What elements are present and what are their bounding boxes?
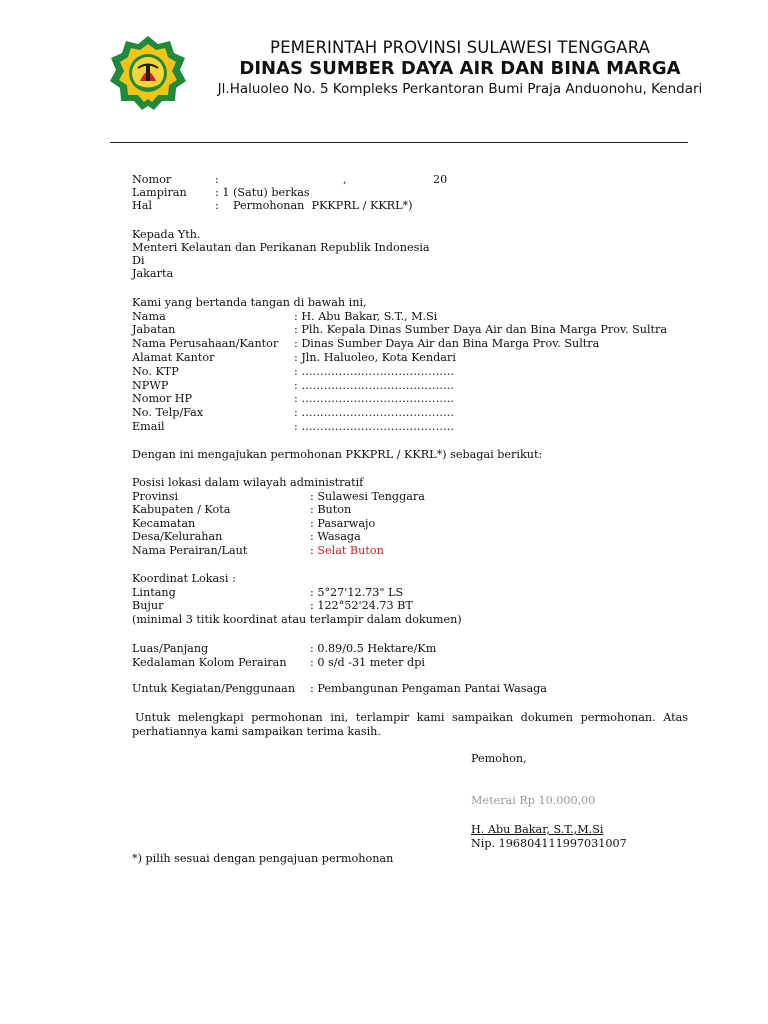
closing-paragraph: Untuk melengkapi permohonan ini, terlampir kami sampaikan dokumen permohonan. Atas perhatiannya kami sampaikan terima kasih. [132, 711, 688, 738]
recipient-city: Jakarta [132, 267, 174, 280]
location-field-label: Desa/Kelurahan [132, 530, 223, 543]
applicant-field-value: : Jln. Haluoleo, Kota Kendari [294, 351, 456, 364]
coordinates-note: (minimal 3 titik koordinat atau terlampir dalam dokumen) [132, 613, 462, 626]
depth-label: Kedalaman Kolom Perairan [132, 656, 287, 669]
location-field-value: : Buton [310, 503, 352, 516]
area-value: : 0.89/0.5 Hektare/Km [310, 642, 437, 655]
date-comma: , [343, 173, 347, 186]
letterhead [205, 38, 715, 98]
activity-value: : Pembangunan Pengaman Pantai Wasaga [310, 682, 547, 695]
location-field-label: Kabupaten / Kota [132, 503, 231, 516]
longitude-value: : 122°52'24.73 BT [310, 599, 413, 612]
recipient-name: Menteri Kelautan dan Perikanan Republik Indonesia [132, 241, 430, 254]
location-field-value: : Wasaga [310, 530, 361, 543]
applicant-field-value: : H. Abu Bakar, S.T., M.Si [294, 310, 438, 323]
hal-value: : Permohonan PKKPRL / KKRL*) [215, 199, 413, 212]
activity-label: Untuk Kegiatan/Penggunaan [132, 682, 296, 695]
nomor-separator: : [215, 173, 219, 186]
area-label: Luas/Panjang [132, 642, 209, 655]
lampiran-label: Lampiran [132, 186, 187, 199]
depth-value: : 0 s/d -31 meter dpi [310, 656, 425, 669]
applicant-field-value: : ………………………………….. [294, 392, 454, 405]
signatory-name: H. Abu Bakar, S.T.,M.Si [471, 823, 604, 836]
location-value-separator: : [310, 544, 318, 557]
letterhead-address: Jl.Haluoleo No. 5 Kompleks Perkantoran Bumi Praja Anduonohu, Kendari [217, 81, 703, 97]
applicant-field-label: No. KTP [132, 365, 179, 378]
applicant-intro: Kami yang bertanda tangan di bawah ini, [132, 296, 367, 309]
applicant-field-label: Nama Perusahaan/Kantor [132, 337, 279, 350]
location-field-label: Provinsi [132, 490, 179, 503]
applicant-field-label: Jabatan [132, 323, 176, 336]
stamp-duty-placeholder: Meterai Rp 10.000,00 [471, 794, 596, 807]
applicant-field-value: : ………………………………….. [294, 365, 454, 378]
applicant-field-label: Nomor HP [132, 392, 193, 405]
signature-caption: Pemohon, [471, 752, 527, 765]
footnote: *) pilih sesuai dengan pengajuan permohonan [132, 852, 394, 865]
longitude-label: Bujur [132, 599, 164, 612]
applicant-field-value: : Dinas Sumber Daya Air dan Bina Marga Prov. Sultra [294, 337, 600, 350]
location-field-label: Kecamatan [132, 517, 196, 530]
request-statement: Dengan ini mengajukan permohonan PKKPRL / KKRL*) sebagai berikut: [132, 448, 543, 461]
coordinates-title: Koordinat Lokasi : [132, 572, 236, 585]
applicant-field-value: : Plh. Kepala Dinas Sumber Daya Air dan Bina Marga Prov. Sultra [294, 323, 668, 336]
location-intro: Posisi lokasi dalam wilayah administratif [132, 476, 364, 489]
lampiran-value: : 1 (Satu) berkas [215, 186, 310, 199]
applicant-field-label: Email [132, 420, 165, 433]
nomor-label: Nomor [132, 173, 172, 186]
applicant-field-label: Nama [132, 310, 166, 323]
recipient-di: Di [132, 254, 145, 267]
applicant-field-value: : ………………………………….. [294, 420, 454, 433]
signatory-nip: Nip. 196804111997031007 [471, 837, 627, 850]
applicant-field-label: NPWP [132, 379, 169, 392]
hal-label: Hal [132, 199, 153, 212]
location-field-value: : Pasarwajo [310, 517, 376, 530]
applicant-field-label: Alamat Kantor [132, 351, 215, 364]
latitude-label: Lintang [132, 586, 176, 599]
applicant-field-label: No. Telp/Fax [132, 406, 204, 419]
date-year: 20 [433, 173, 448, 186]
applicant-field-value: : ………………………………….. [294, 406, 454, 419]
letterhead-divider [110, 142, 688, 143]
waters-name: Selat Buton [317, 544, 384, 557]
latitude-value: : 5°27'12.73" LS [310, 586, 404, 599]
location-field-value: : Sulawesi Tenggara [310, 490, 425, 503]
province-logo-icon [108, 35, 188, 111]
letterhead-government: PEMERINTAH PROVINSI SULAWESI TENGGARA [270, 38, 650, 57]
location-field-label: Nama Perairan/Laut [132, 544, 248, 557]
letterhead-agency: DINAS SUMBER DAYA AIR DAN BINA MARGA [239, 58, 681, 79]
recipient-greeting: Kepada Yth. [132, 228, 201, 241]
location-field-value [310, 544, 384, 557]
applicant-field-value: : ………………………………….. [294, 379, 454, 392]
